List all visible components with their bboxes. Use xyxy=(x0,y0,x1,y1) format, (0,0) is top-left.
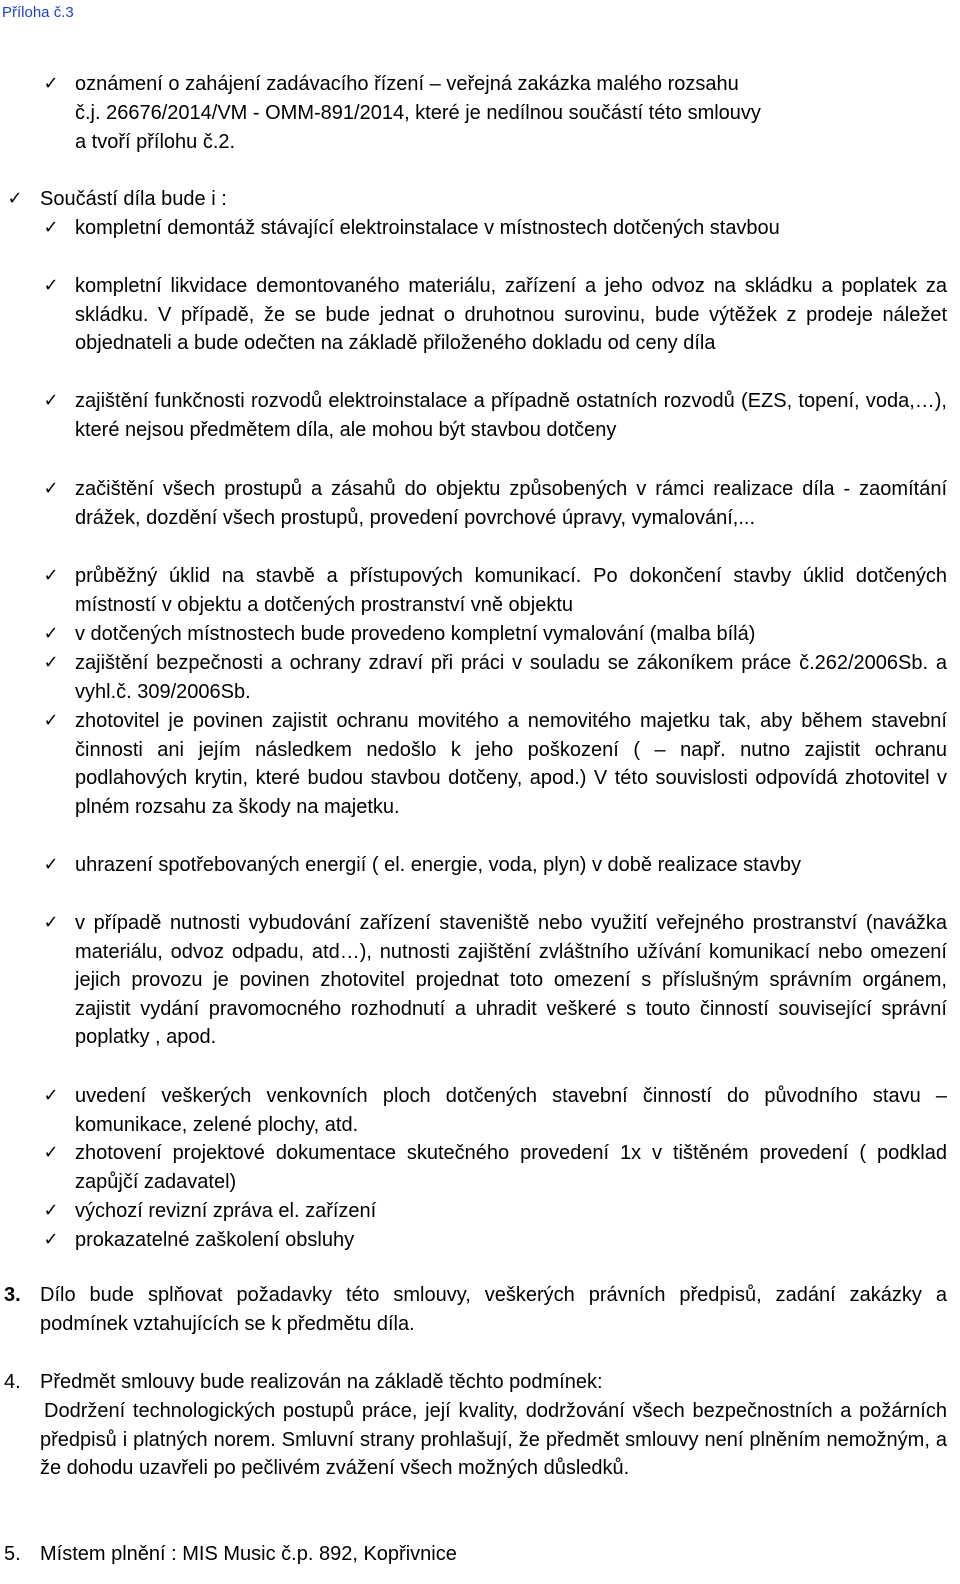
section-4-text: Dodržení technologických postupů práce, její kvality, dodržování všech bezpečnostních a požárních předpisů i platných norem. Smluvní strany prohlašují, že předmět smlouvy není plněním nemožným, a že dohodu uzavřeli po pečlivém zvážení všech možných důsledků. xyxy=(40,1400,947,1480)
list-item: zhotovení projektové dokumentace skutečného provedení 1x v tištěném provedení ( podklad zapůjčí zadavatel) xyxy=(75,1142,947,1193)
section-4-number: 4. xyxy=(4,1371,21,1393)
check-icon: ✓ xyxy=(43,390,59,411)
intro-line-3: a tvoří přílohu č.2. xyxy=(75,131,236,153)
section-4-heading: Předmět smlouvy bude realizován na základě těchto podmínek: xyxy=(40,1371,603,1393)
check-icon: ✓ xyxy=(43,1142,59,1163)
list-item: výchozí revizní zpráva el. zařízení xyxy=(75,1200,377,1222)
list-item: v dotčených místnostech bude provedeno kompletní vymalování (malba bílá) xyxy=(75,623,756,645)
attachment-header: Příloha č.3 xyxy=(2,4,74,21)
section-5-number: 5. xyxy=(4,1543,21,1565)
check-icon: ✓ xyxy=(43,912,59,933)
components-intro: Součástí díla bude i : xyxy=(40,188,227,210)
intro-line-2: č.j. 26676/2014/VM - OMM-891/2014, které je nedílnou součástí této smlouvy xyxy=(75,102,761,124)
section-3-text: Dílo bude splňovat požadavky této smlouvy, veškerých právních předpisů, zadání zakázky a podmínek vztahujících se k předmětu díla. xyxy=(40,1284,947,1335)
check-icon: ✓ xyxy=(43,275,59,296)
list-item: zajištění bezpečnosti a ochrany zdraví při práci v souladu se zákoníkem práce č.262/2006Sb. a vyhl.č. 309/2006Sb. xyxy=(75,652,947,703)
list-item: zajištění funkčnosti rozvodů elektroinstalace a případně ostatních rozvodů (EZS, topení, voda,…), které nejsou předmětem díla, ale mohou být stavbou dotčeny xyxy=(75,390,947,441)
check-icon: ✓ xyxy=(43,652,59,673)
check-icon: ✓ xyxy=(7,188,23,209)
list-item: zhotovitel je povinen zajistit ochranu movitého a nemovitého majetku tak, aby během stavební činnosti ani jejím následkem nedošlo k jeho poškození ( – např. nutno zajistit ochranu podlahových krytin, které budou stavbou dotčeny, apod.) V této souvislosti odpovídá zhotovitel v plném rozsahu za škody na majetku. xyxy=(75,710,947,818)
list-item: v případě nutnosti vybudování zařízení staveniště nebo využití veřejného prostranství (navážka materiálu, odvoz odpadu, atd…), nutnosti zajištění zvláštního užívání komunikací nebo omezení jejich provozu je povinen zhotovitel projednat toto omezení s příslušným správním orgánem, zajistit vydání pravomocného rozhodnutí a uhradit veškeré s touto činností související správní poplatky , apod. xyxy=(75,912,947,1049)
check-icon: ✓ xyxy=(43,623,59,644)
check-icon: ✓ xyxy=(43,217,59,238)
check-icon: ✓ xyxy=(43,565,59,586)
list-item: průběžný úklid na stavbě a přístupových komunikací. Po dokončení stavby úklid dotčených místností v objektu a dotčených prostranství vně objektu xyxy=(75,565,947,616)
check-icon: ✓ xyxy=(43,710,59,731)
check-icon: ✓ xyxy=(43,73,59,94)
list-item: kompletní likvidace demontovaného materiálu, zařízení a jeho odvoz na skládku a poplatek za skládku. V případě, že se bude jednat o druhotnou surovinu, bude výtěžek z prodeje náležet objednateli a bude odečten na základě přiloženého dokladu od ceny díla xyxy=(75,275,947,355)
list-item: uhrazení spotřebovaných energií ( el. energie, voda, plyn) v době realizace stavby xyxy=(75,854,801,876)
list-item: kompletní demontáž stávající elektroinstalace v místnostech dotčených stavbou xyxy=(75,217,780,239)
list-item: začištění všech prostupů a zásahů do objektu způsobených v rámci realizace díla - zaomítání drážek, dozdění všech prostupů, provedení povrchové úpravy, vymalování,... xyxy=(75,478,947,529)
section-3-number: 3. xyxy=(4,1284,21,1306)
check-icon: ✓ xyxy=(43,854,59,875)
check-icon: ✓ xyxy=(43,1200,59,1221)
check-icon: ✓ xyxy=(43,478,59,499)
intro-line-1: oznámení o zahájení zadávacího řízení – veřejná zakázka malého rozsahu xyxy=(75,73,739,95)
list-item: uvedení veškerých venkovních ploch dotčených stavební činností do původního stavu – komunikace, zelené plochy, atd. xyxy=(75,1085,947,1136)
list-item: prokazatelné zaškolení obsluhy xyxy=(75,1229,355,1251)
check-icon: ✓ xyxy=(43,1229,59,1250)
check-icon: ✓ xyxy=(43,1085,59,1106)
section-5-text: Místem plnění : MIS Music č.p. 892, Kopřivnice xyxy=(40,1543,457,1565)
